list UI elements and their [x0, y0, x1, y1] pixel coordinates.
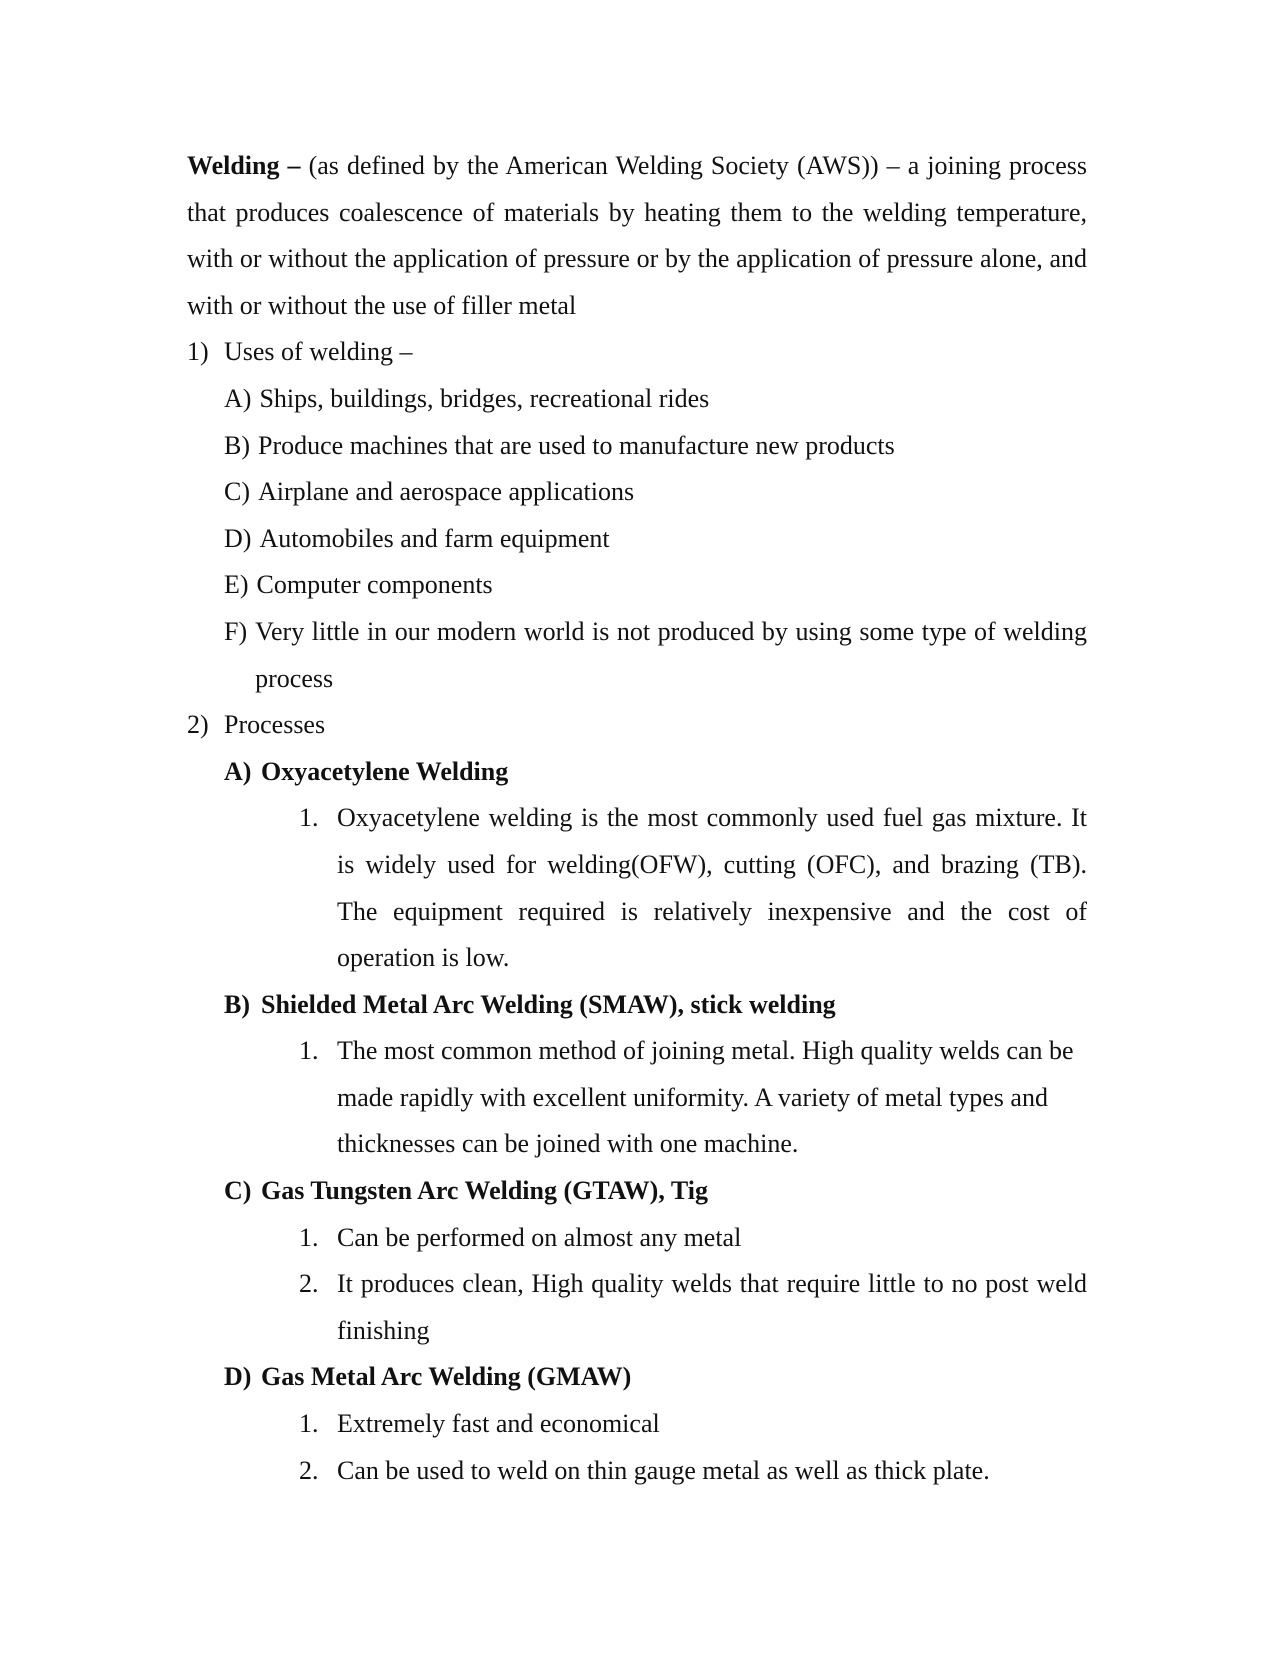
process-heading-gtaw	[224, 1168, 1087, 1215]
uses-title: Uses of welding –	[224, 337, 413, 367]
process-heading-smaw	[224, 982, 1087, 1029]
list-marker: C)	[224, 1176, 252, 1206]
uses-item-text: Automobiles and farm equipment	[259, 523, 610, 553]
uses-item	[224, 609, 1087, 702]
process-point	[299, 1448, 1087, 1495]
list-marker: 1.	[299, 1409, 319, 1439]
list-marker: 2)	[187, 710, 209, 740]
uses-item-text: Produce machines that are used to manufacture new products	[258, 430, 895, 460]
uses-item	[224, 423, 1087, 470]
process-point	[299, 1028, 1087, 1168]
uses-item	[224, 562, 1087, 609]
uses-heading	[187, 329, 1087, 376]
list-marker: A)	[224, 383, 252, 413]
definition-term: Welding	[187, 151, 280, 180]
list-marker: D)	[224, 1362, 252, 1392]
list-marker: C)	[224, 477, 250, 507]
process-point	[299, 795, 1087, 981]
process-point	[299, 1401, 1087, 1448]
process-point-text: Can be used to weld on thin gauge metal as well as thick plate.	[337, 1455, 990, 1485]
list-marker: 1.	[299, 1222, 319, 1252]
process-title: Gas Tungsten Arc Welding (GTAW), Tig	[261, 1176, 708, 1206]
uses-item-text: Very little in our modern world is not produced by using some type of welding process	[255, 616, 1087, 693]
process-title: Gas Metal Arc Welding (GMAW)	[261, 1362, 632, 1392]
uses-item-text: Computer components	[256, 570, 493, 600]
definition-dash: –	[279, 151, 309, 180]
process-point-text: Oxyacetylene welding is the most commonly used fuel gas mixture. It is widely used for welding(OFW), cutting (OFC), and brazing (TB). The equipment required is relatively inexpensive and the cost of operation is low.	[337, 803, 1087, 973]
uses-item	[224, 376, 1087, 423]
list-marker: F)	[224, 616, 248, 646]
process-title: Shielded Metal Arc Welding (SMAW), stick welding	[261, 989, 836, 1019]
definition-text: (as defined by the American Welding Society (AWS)) – a joining process that produces coalescence of materials by heating them to the welding temperature, with or without the application of pressure or by the application of pressure alone, and with or without the use of filler metal	[187, 151, 1087, 320]
process-heading-gmaw	[224, 1354, 1087, 1401]
process-point-text: The most common method of joining metal. High quality welds can be made rapidly with excellent uniformity. A variety of metal types and thicknesses can be joined with one machine.	[337, 1036, 1074, 1159]
list-marker: 2.	[299, 1455, 319, 1485]
uses-item-text: Airplane and aerospace applications	[258, 477, 635, 507]
process-point	[299, 1215, 1087, 1262]
processes-heading	[187, 702, 1087, 749]
processes-title: Processes	[224, 710, 326, 740]
list-marker: 1.	[299, 803, 319, 833]
document-body	[187, 143, 1087, 1494]
list-marker: 1)	[187, 337, 209, 367]
process-title: Oxyacetylene Welding	[261, 756, 509, 786]
list-marker: 2.	[299, 1269, 319, 1299]
welding-definition-paragraph	[187, 143, 1087, 329]
uses-item	[224, 469, 1087, 516]
process-point-text: Can be performed on almost any metal	[337, 1222, 742, 1252]
list-marker: B)	[224, 989, 250, 1019]
uses-item-text: Ships, buildings, bridges, recreational rides	[259, 383, 710, 413]
list-marker: A)	[224, 756, 252, 786]
list-marker: B)	[224, 430, 250, 460]
uses-item	[224, 516, 1087, 563]
list-marker: D)	[224, 523, 252, 553]
process-point	[299, 1261, 1087, 1354]
process-point-text: Extremely fast and economical	[337, 1409, 660, 1439]
process-heading-oxyacetylene	[224, 749, 1087, 796]
list-marker: 1.	[299, 1036, 319, 1066]
process-point-text: It produces clean, High quality welds that require little to no post weld finishing	[337, 1269, 1087, 1345]
list-marker: E)	[224, 570, 249, 600]
